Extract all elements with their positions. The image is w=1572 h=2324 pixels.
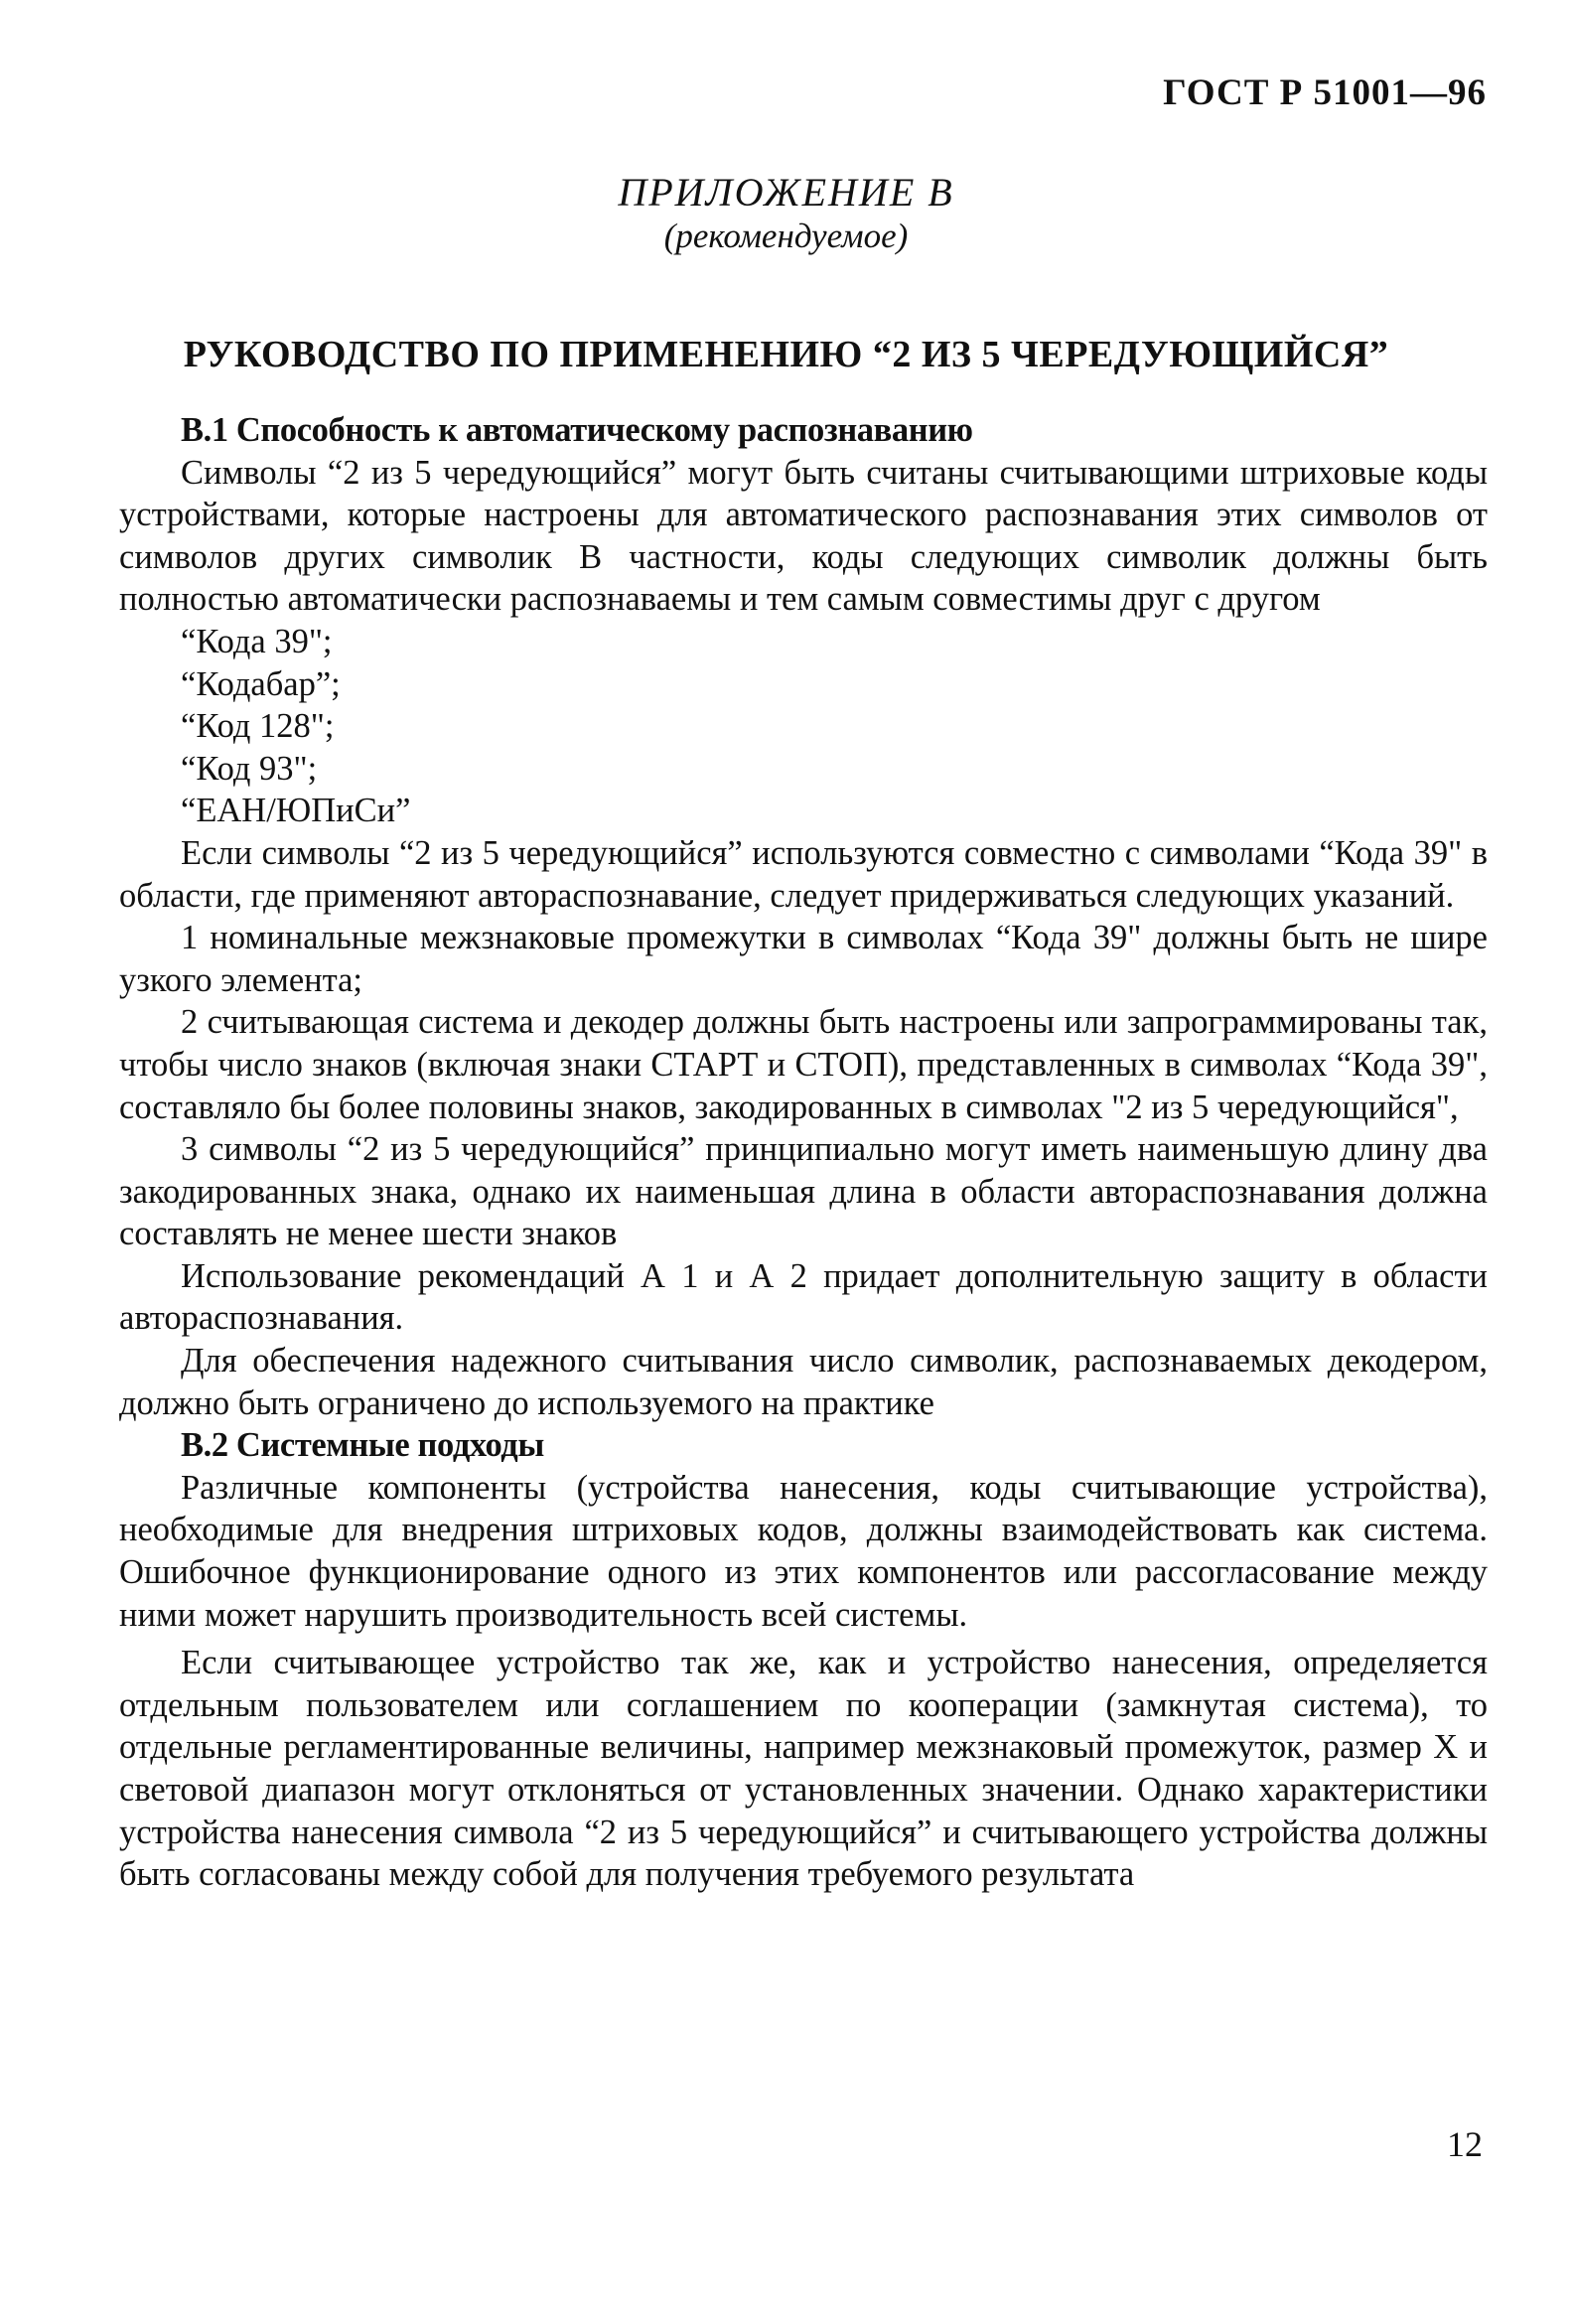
code-list-item: “Код 128"; <box>181 707 335 746</box>
numbered-item: 2 считывающая система и декодер должны быть настроены или запрограммированы так, чтобы число знаков (включая знаки СТАРТ и СТОП), представленных в символах “Кода 39", составляло бы более половины знаков, закодированных в символах "2 из 5 чередующийся", <box>119 1003 1488 1126</box>
page-title: РУКОВОДСТВО ПО ПРИМЕНЕНИЮ “2 ИЗ 5 ЧЕРЕДУЮЩИЙСЯ” <box>183 334 1389 375</box>
appendix-title: ПРИЛОЖЕНИЕ В <box>618 170 954 215</box>
paragraph: Символы “2 из 5 чередующийся” могут быть считаны считывающими штриховые коды устройствами, которые настроены для автоматического распознавания этих символов от символов других символик В частности, коды следующих символик должны быть полностью автоматически распознаваемы и тем самым совместимы друг с другом <box>119 453 1488 619</box>
appendix-note: (рекомендуемое) <box>663 217 909 255</box>
section-heading: В.1 Способность к автоматическому распознаванию <box>181 411 973 449</box>
code-list-item: “ЕАН/ЮПиСи” <box>181 792 411 830</box>
document-code: ГОСТ Р 51001—96 <box>1163 73 1487 113</box>
code-list-item: “Код 93"; <box>181 749 318 788</box>
paragraph: Если считывающее устройство так же, как и устройство нанесения, определяется отдельным пользователем или соглашением по кооперации (замкнутая система), то отдельные регламентированные величины, например межзнаковый промежуток, размер X и световой диапазон могут отклоняться от установленных значении. Однако характеристики устройства нанесения символа “2 из 5 чередующийся” и считывающего устройства должны быть согласованы между собой для получения требуемого результата <box>119 1644 1488 1894</box>
numbered-item: 3 символы “2 из 5 чередующийся” принципиально могут иметь наименьшую длину два закодированных знака, однако их наименьшая длина в области автораспознавания должна составлять не менее шести знаков <box>119 1130 1488 1253</box>
section-heading: В.2 Системные подходы <box>181 1426 544 1465</box>
code-list-item: “Кода 39"; <box>181 622 333 660</box>
paragraph: Если символы “2 из 5 чередующийся” используются совместно с символами “Кода 39" в области, где применяют автораспознавание, следует придерживаться следующих указаний. <box>119 833 1488 915</box>
page-number: 12 <box>1447 2124 1483 2164</box>
paragraph: Использование рекомендаций А 1 и А 2 придает дополнительную защиту в области автораспознавания. <box>119 1256 1488 1338</box>
paragraph: Различные компоненты (устройства нанесения, коды считывающие устройства), необходимые для внедрения штриховых кодов, должны взаимодействовать как система. Ошибочное функционирование одного из этих компонентов или рассогласование между ними может нарушить производительность всей системы. <box>119 1468 1488 1634</box>
paragraph: Для обеспечения надежного считывания число символик, распознаваемых декодером, должно быть ограничено до используемого на практике <box>119 1342 1488 1422</box>
numbered-item: 1 номинальные межзнаковые промежутки в символах “Кода 39" должны быть не шире узкого элемента; <box>119 919 1488 999</box>
code-list-item: “Кодабар”; <box>181 664 341 703</box>
document-body <box>119 409 1488 1896</box>
